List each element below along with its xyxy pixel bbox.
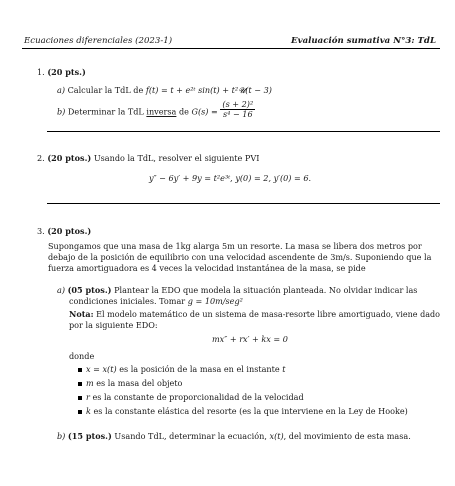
q3-a-label: a) — [57, 285, 65, 295]
q1-b-label: b) — [57, 106, 66, 117]
q3-note-label: Nota: — [69, 309, 94, 319]
q2-points: (20 ptos.) — [47, 153, 92, 163]
bullet-item-position — [86, 364, 286, 374]
q3-item-a-line2 — [69, 296, 243, 306]
bullet-marker — [78, 410, 82, 414]
q3-points: (20 ptos.) — [47, 226, 92, 236]
bullet-marker — [78, 382, 82, 386]
q3-item-b — [57, 431, 411, 441]
bullet-text: es la posición de la masa en el instante — [119, 364, 280, 374]
bullet-symbol: k — [86, 406, 91, 416]
bullet-text: es la constante de proporcionalidad de la velocidad — [92, 392, 304, 402]
q3-b-formula: x(t) — [269, 431, 284, 441]
q3-intro-line2: debajo de la posición de equilibrio con una velocidad ascendente de 3m/s. Suponiendo que la — [48, 252, 432, 262]
q1-heading — [37, 67, 86, 77]
q1-b-numerator: (s + 2)² — [222, 99, 254, 109]
q3-a-points: (05 ptos.) — [67, 285, 112, 295]
q2-heading — [37, 153, 259, 163]
q3-b-label: b) — [57, 431, 66, 441]
bullet-symbol: r — [86, 392, 90, 402]
q1-number: 1. — [37, 67, 45, 77]
evaluation-title: Evaluación sumativa N°3: TdL — [291, 36, 436, 46]
bullet-text: es la constante elástica del resorte (es la que interviene en la Ley de Hooke) — [93, 406, 408, 416]
q1-b-fraction — [220, 100, 255, 119]
q1-b-text-post: de — [178, 106, 189, 117]
q2-number: 2. — [37, 153, 45, 163]
q1-points: (20 pts.) — [47, 67, 86, 77]
q3-b-points: (15 ptos.) — [67, 431, 112, 441]
bullet-item-mass — [86, 378, 182, 388]
header-rule — [22, 48, 440, 49]
q3-note-text-line1: El modelo matemático de un sistema de masa-resorte libre amortiguado, viene dado — [96, 309, 441, 319]
q2-text: Usando la TdL, resolver el siguiente PVI — [93, 153, 260, 163]
q2-formula: y″ − 6y′ + 9y = t²e³ᵗ, y(0) = 2, y′(0) = 6. — [149, 173, 312, 183]
q3-b-text-pre: Usando TdL, determinar la ecuación, — [114, 431, 267, 441]
bullet-marker — [78, 368, 82, 372]
bullet-item-damping — [86, 392, 304, 402]
q1-item-a — [57, 85, 272, 95]
bullet-tail: t — [282, 364, 286, 374]
q1-rule — [47, 131, 440, 132]
q1-b-text-underlined: inversa — [146, 106, 177, 117]
bullet-marker — [78, 396, 82, 400]
q3-where: donde — [69, 351, 95, 361]
q1-a-text: Calcular la TdL de — [67, 85, 144, 95]
q3-number: 3. — [37, 226, 45, 236]
q1-item-b — [57, 99, 255, 119]
q1-a-formula: f(t) = t + e²ᵗ sin(t) + t²𝓤(t − 3) — [145, 85, 272, 95]
q1-b-text-pre: Determinar la TdL — [67, 106, 144, 117]
q3-note-line2: por la siguiente EDO: — [69, 320, 158, 330]
q3-item-a-line1 — [57, 285, 417, 295]
bullet-symbol: m — [86, 378, 94, 388]
q3-heading — [37, 226, 91, 236]
q3-intro-line3: fuerza amortiguadora es 4 veces la velocidad instantánea de la masa, se pide — [48, 263, 366, 273]
bullet-item-spring — [86, 406, 408, 416]
q3-intro-line1: Supongamos que una masa de 1kg alarga 5m un resorte. La masa se libera dos metros por — [48, 241, 422, 251]
q1-a-label: a) — [57, 85, 65, 95]
course-title: Ecuaciones diferenciales (2023-1) — [24, 36, 173, 46]
q1-b-denominator: s⁴ − 16 — [222, 109, 253, 119]
q3-a-text-line2: condiciones iniciales. Tomar — [69, 296, 186, 306]
q1-b-formula-lhs: G(s) = — [191, 106, 218, 117]
q3-b-text-post: , del movimiento de esta masa. — [283, 431, 411, 441]
q3-a-gravity-formula: g = 10m/seg² — [187, 296, 243, 306]
q3-note-line1 — [69, 309, 440, 319]
bullet-symbol: x = x(t) — [86, 364, 117, 374]
q3-model-formula: mx″ + rx′ + kx = 0 — [212, 334, 288, 344]
q2-rule — [47, 203, 440, 204]
bullet-text: es la masa del objeto — [96, 378, 183, 388]
q3-a-text-line1: Plantear la EDO que modela la situación planteada. No olvidar indicar las — [114, 285, 418, 295]
